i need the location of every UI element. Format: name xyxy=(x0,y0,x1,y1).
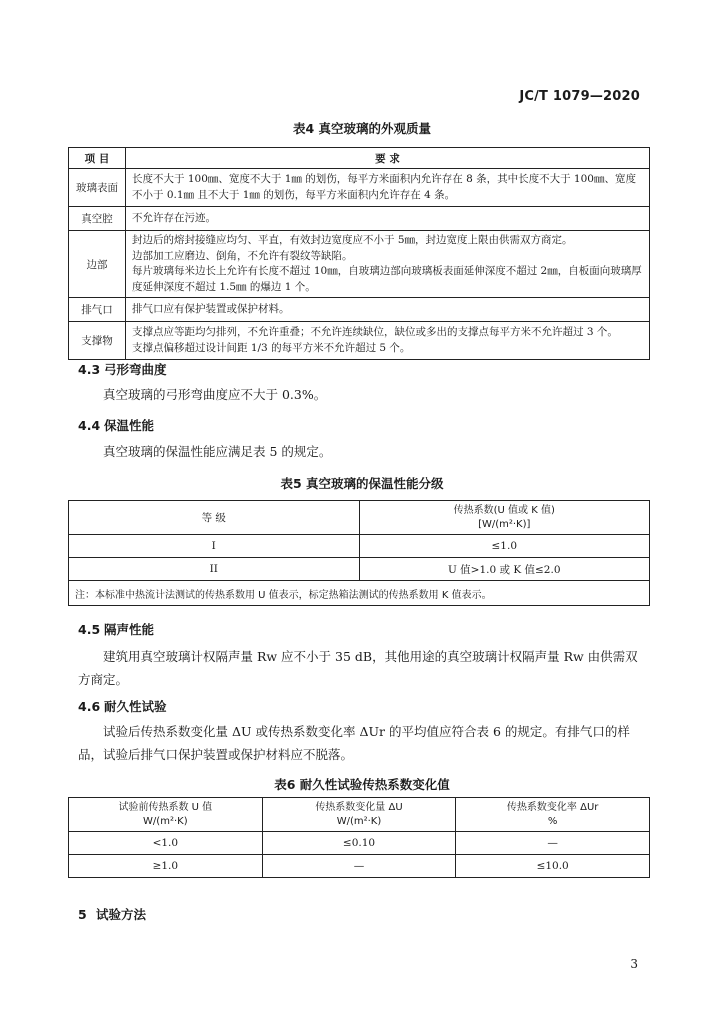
section-title: 耐久性试验 xyxy=(104,699,167,714)
row-item: 支撑物 xyxy=(69,322,126,360)
standard-code: JC/T 1079—2020 xyxy=(519,89,640,104)
section-number: 4.3 xyxy=(78,362,101,377)
table6-durability xyxy=(68,797,650,878)
section-title: 弓形弯曲度 xyxy=(104,362,167,377)
section-4-4-text: 真空玻璃的保温性能应满足表 5 的规定。 xyxy=(103,444,332,459)
section-number: 4.4 xyxy=(78,418,101,433)
header-grade: 等 级 xyxy=(69,501,360,535)
row-item: 排气口 xyxy=(69,298,126,322)
header-heat-transfer xyxy=(359,501,650,535)
table-header-row xyxy=(69,148,650,169)
table-row xyxy=(69,535,650,558)
table5-thermal-grades xyxy=(68,500,650,606)
page-number: 3 xyxy=(630,957,638,971)
header-delta-ur xyxy=(456,798,650,832)
row-requirement: 长度不大于 100㎜、宽度不大于 1㎜ 的划伤，每平方米面积内允许存在 8 条，其中长度不大于 100㎜、宽度不小于 0.1㎜ 且不大于 1㎜ 的划伤，每平方米面积内允许存在 4 条。 xyxy=(126,169,650,207)
header-initial-u xyxy=(69,798,263,832)
row-item: 真空腔 xyxy=(69,207,126,231)
table-row xyxy=(69,855,650,878)
header-item: 项 目 xyxy=(69,148,126,169)
section-5-heading xyxy=(78,905,146,923)
table-row xyxy=(69,832,650,855)
table-row xyxy=(69,322,650,360)
table5-note: 注：本标准中热流计法测试的传热系数用 U 值表示，标定热箱法测试的传热系数用 K 值表示。 xyxy=(69,581,650,606)
row-item: 玻璃表面 xyxy=(69,169,126,207)
row-value: ≤1.0 xyxy=(359,535,650,558)
header-line-1: 传热系数变化量 ΔU xyxy=(315,801,403,813)
table-cell: ≤10.0 xyxy=(456,855,650,878)
table-note-row xyxy=(69,581,650,606)
table-row xyxy=(69,207,650,231)
section-4-5-heading xyxy=(78,620,154,638)
header-line-2: W/(m²·K) xyxy=(143,815,188,827)
table-cell: ≤0.10 xyxy=(262,832,456,855)
header-line-2: W/(m²·K) xyxy=(336,815,382,827)
header-delta-u xyxy=(262,798,456,832)
row-grade: I xyxy=(69,535,360,558)
section-title: 隔声性能 xyxy=(104,622,155,637)
table-row xyxy=(69,298,650,322)
header-line-1: 传热系数(U 值或 K 值) xyxy=(453,504,555,516)
table4-appearance-quality xyxy=(68,147,650,360)
header-line-2: % xyxy=(547,815,558,827)
header-line-1: 传热系数变化率 ΔUr xyxy=(506,801,599,813)
row-grade: II xyxy=(69,558,360,581)
header-requirement: 要 求 xyxy=(126,148,650,169)
section-title: 试验方法 xyxy=(96,907,147,922)
section-4-6-heading xyxy=(78,697,167,715)
row-requirement: 支撑点应等距均匀排列，不允许重叠；不允许连续缺位，缺位或多出的支撑点每平方米不允许超过 3 个。 支撑点偏移超过设计间距 1/3 的每平方米不允许超过 5 个。 xyxy=(126,322,650,360)
table-cell: <1.0 xyxy=(69,832,263,855)
table-row xyxy=(69,558,650,581)
table-header-row xyxy=(69,501,650,535)
row-requirement: 不允许存在污迹。 xyxy=(126,207,650,231)
table-cell: — xyxy=(456,832,650,855)
row-item: 边部 xyxy=(69,231,126,298)
row-requirement: 封边后的熔封接缝应均匀、平直，有效封边宽度应不小于 5㎜，封边宽度上限由供需双方商定。 边部加工应磨边、倒角，不允许有裂纹等缺陷。 每片玻璃每米边长上允许有长度不超过 10㎜，自玻璃边部向玻璃板表面延伸深度不超过 2㎜，自板面向玻璃厚度延伸深度不超过 1.5㎜ 的爆边 1 个。 xyxy=(126,231,650,298)
section-4-4-heading xyxy=(78,416,154,434)
table-cell: ≥1.0 xyxy=(69,855,263,878)
table4-title: 表4 真空玻璃的外观质量 xyxy=(292,121,432,136)
section-number: 4.6 xyxy=(78,699,101,714)
table-row xyxy=(69,231,650,298)
section-4-3-heading xyxy=(78,360,167,378)
section-title: 保温性能 xyxy=(104,418,155,433)
table6-title: 表6 耐久性试验传热系数变化值 xyxy=(274,777,450,792)
section-4-6-text: 试验后传热系数变化量 ΔU 或传热系数变化率 ΔUr 的平均值应符合表 6 的规定。有排气口的样品，试验后排气口保护装置或保护材料应不脱落。 xyxy=(78,724,630,762)
row-requirement: 排气口应有保护装置或保护材料。 xyxy=(126,298,650,322)
table-cell: — xyxy=(262,855,456,878)
section-4-3-text: 真空玻璃的弓形弯曲度应不大于 0.3%。 xyxy=(103,387,327,402)
table5-title: 表5 真空玻璃的保温性能分级 xyxy=(280,476,444,491)
section-number: 5 xyxy=(78,907,87,922)
header-line-1: 试验前传热系数 U 值 xyxy=(118,801,213,813)
table-header-row xyxy=(69,798,650,832)
header-line-2: [W/(m²·K)] xyxy=(478,518,531,530)
section-4-5-text: 建筑用真空玻璃计权隔声量 Rw 应不小于 35 dB，其他用途的真空玻璃计权隔声量 Rw 由供需双方商定。 xyxy=(78,649,638,687)
section-number: 4.5 xyxy=(78,622,101,637)
row-value: U 值>1.0 或 K 值≤2.0 xyxy=(359,558,650,581)
table-row xyxy=(69,169,650,207)
